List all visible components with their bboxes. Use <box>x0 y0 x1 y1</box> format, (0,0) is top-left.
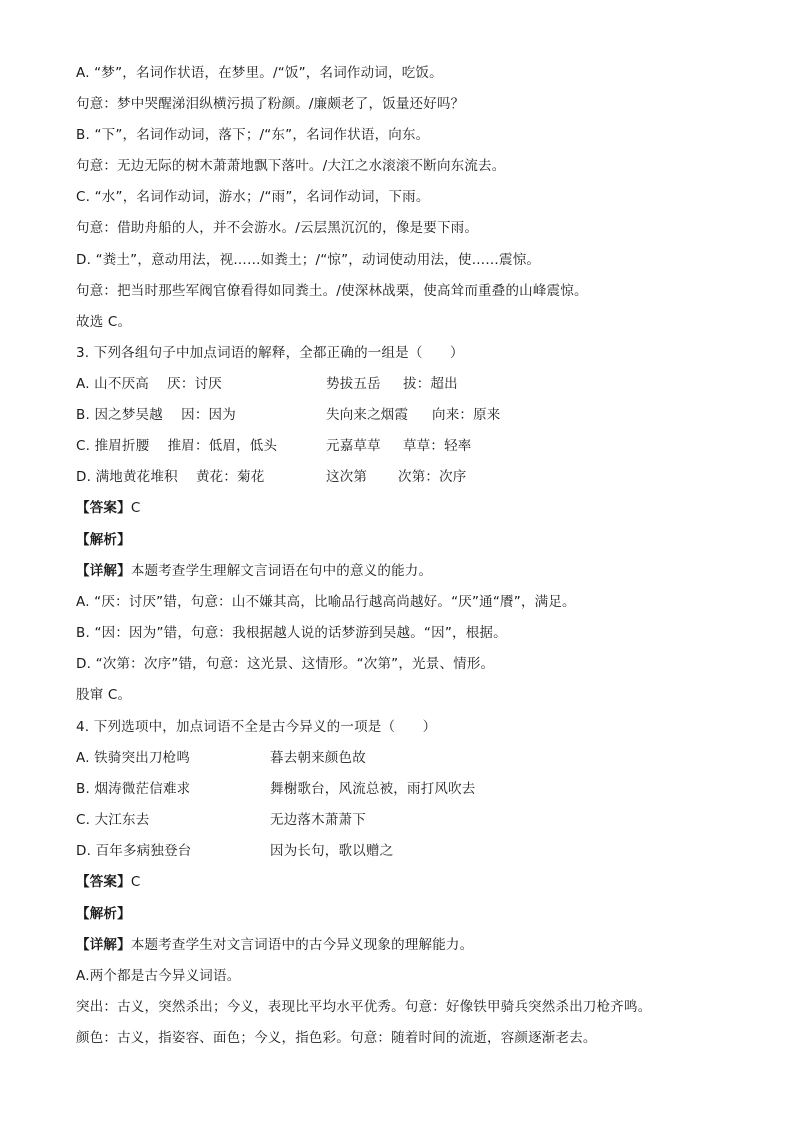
detail-text: 本题考查学生理解文言词语在句中的意义的能力。 <box>130 563 433 579</box>
text-line: 句意：梦中哭醒涕泪纵横污损了粉颜。/廉颇老了，饭量还好吗？ <box>76 96 465 112</box>
option-right: 向来：原来 <box>432 407 501 423</box>
question-4-option-b <box>76 780 716 798</box>
detail-text: 本题考查学生对文言词语中的古今异义现象的理解能力。 <box>130 937 474 953</box>
text-line: 突出：古义，突然杀出；今义，表现比平均水平优秀。句意：好像铁甲骑兵突然杀出刀枪齐鸣。 <box>76 999 652 1015</box>
text-line: B. “下”，名词作动词，落下；/“东”，名词作状语，向东。 <box>76 127 430 143</box>
option-right: 拔：超出 <box>403 376 458 392</box>
question-3-option-d <box>76 468 716 486</box>
text-line: 句意：把当时那些军阀官僚看得如同粪土。/使深林战栗，使高耸而重叠的山峰震惊。 <box>76 283 588 299</box>
text-line: C. “水”，名词作动词，游水；/“雨”，名词作动词，下雨。 <box>76 189 430 205</box>
text-line: B. “因：因为”错，句意：我根据越人说的话梦游到吴越。“因”，根据。 <box>76 625 507 641</box>
option-left: B. 因之梦吴越 因：因为 <box>76 407 236 423</box>
text-line: 故选 C。 <box>76 314 132 330</box>
question-4-option-a <box>76 749 716 767</box>
text-line: 颜色：古义，指姿容、面色；今义，指色彩。句意：随着时间的流逝，容颜逐渐老去。 <box>76 1030 597 1046</box>
question-3-option-c <box>76 437 716 455</box>
answer-tag: 【答案】 <box>76 874 131 890</box>
analysis-tag: 【解析】 <box>76 532 131 548</box>
option-middle: 元嘉草草 <box>326 438 381 454</box>
option-right: 次第：次序 <box>398 469 467 485</box>
detail-line <box>76 936 473 954</box>
analysis-line <box>76 531 131 549</box>
answer-value: C <box>130 500 141 516</box>
option-right: 因为长句，歌以赠之 <box>270 843 394 859</box>
text-line: D. “次第：次序”错，句意：这光景、这情形。“次第”，光景、情形。 <box>76 656 495 672</box>
text-line: A.两个都是古今异义词语。 <box>76 968 241 984</box>
analysis-tag: 【解析】 <box>76 906 131 922</box>
question-4-stem: 4. 下列选项中，加点词语不全是古今异义的一项是（ ） <box>76 719 437 735</box>
option-left: A. 山不厌高 厌：讨厌 <box>76 376 222 392</box>
text-line: 句意：借助舟船的人，并不会游水。/云层黑沉沉的，像是要下雨。 <box>76 220 479 236</box>
option-right: 暮去朝来颜色故 <box>270 750 366 766</box>
option-left: C. 大江东去 <box>76 812 150 828</box>
question-3-stem: 3. 下列各组句子中加点词语的解释，全都正确的一组是（ ） <box>76 345 464 361</box>
option-right: 草草：轻率 <box>403 438 472 454</box>
detail-tag: 【详解】 <box>76 563 131 579</box>
text-line: A. “厌：讨厌”错，句意：山不嫌其高，比喻品行越高尚越好。“厌”通“餍”，满足。 <box>76 594 576 610</box>
option-left: B. 烟涛微茫信难求 <box>76 781 191 797</box>
option-left: D. 百年多病独登台 <box>76 843 192 859</box>
question-4-option-c <box>76 811 716 829</box>
detail-line <box>76 562 432 580</box>
option-right: 无边落木萧萧下 <box>270 812 366 828</box>
question-3-option-a <box>76 375 716 393</box>
option-left: A. 铁骑突出刀枪鸣 <box>76 750 191 766</box>
answer-tag: 【答案】 <box>76 500 131 516</box>
option-left: D. 满地黄花堆积 黄花：菊花 <box>76 469 265 485</box>
question-4-option-d <box>76 842 716 860</box>
option-middle: 失向来之烟霞 <box>326 407 409 423</box>
question-3-option-b <box>76 406 716 424</box>
analysis-line <box>76 905 131 923</box>
text-line: D. “粪土”，意动用法，视……如粪土；/“惊”，动词使动用法，使……震惊。 <box>76 252 541 268</box>
detail-tag: 【详解】 <box>76 937 131 953</box>
text-line: A. “梦”，名词作状语，在梦里。/“饭”，名词作动词，吃饭。 <box>76 65 443 81</box>
text-line: 股窜 C。 <box>76 687 132 703</box>
answer-value: C <box>130 874 141 890</box>
answer-line <box>76 873 140 891</box>
option-right: 舞榭歌台，风流总被，雨打风吹去 <box>270 781 476 797</box>
answer-line <box>76 499 140 517</box>
option-middle: 这次第 <box>326 469 368 485</box>
option-middle: 势拔五岳 <box>326 376 381 392</box>
option-left: C. 推眉折腰 推眉：低眉，低头 <box>76 438 278 454</box>
text-line: 句意：无边无际的树木萧萧地飘下落叶。/大江之水滚滚不断向东流去。 <box>76 158 506 174</box>
